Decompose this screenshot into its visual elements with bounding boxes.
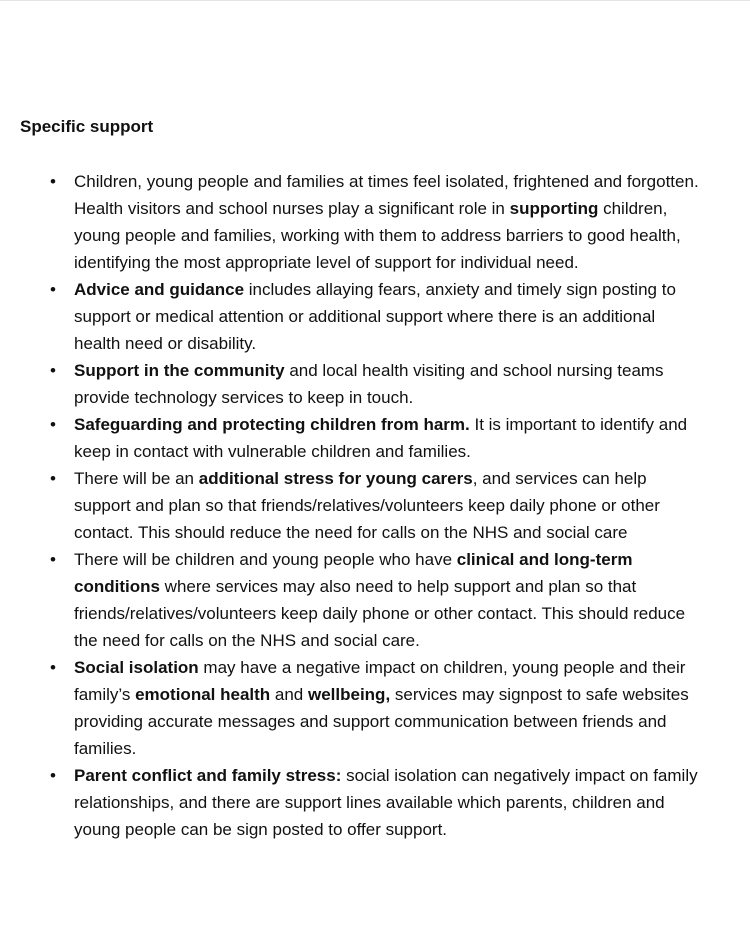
bullet-icon: •	[50, 280, 56, 299]
bullet-item-safeguarding	[0, 411, 750, 465]
bold-text-run: Safeguarding and protecting children from harm.	[74, 415, 470, 434]
bullet-item-community	[0, 357, 750, 411]
bullet-text	[74, 658, 689, 758]
text-run: social isolation can negatively impact on family relationships, and there are support lines available which parents, children and young people can be sign posted to offer support.	[74, 766, 698, 839]
text-run: It is important to identify and keep in contact with vulnerable children and families.	[74, 415, 688, 461]
bullet-text	[74, 766, 698, 839]
bullet-icon: •	[50, 415, 56, 434]
bold-text-run: Parent conflict and family stress:	[74, 766, 342, 785]
bold-text-run: emotional health	[135, 685, 271, 704]
bullet-text	[74, 550, 685, 650]
bullet-item-young-carers	[0, 465, 750, 546]
bullet-icon: •	[50, 658, 56, 677]
bullet-item-long-term-conditions	[0, 546, 750, 654]
text-run: services may signpost to safe websites providing accurate messages and support communication between friends and families.	[74, 685, 689, 758]
bold-text-run: Social isolation	[74, 658, 199, 677]
text-run: and local health visiting and school nursing teams provide technology services to keep in touch.	[74, 361, 664, 407]
bold-text-run: clinical and long-term conditions	[74, 550, 633, 596]
bold-text-run: Support in the community	[74, 361, 285, 380]
bullet-icon: •	[50, 361, 56, 380]
bullet-icon: •	[50, 766, 56, 785]
bullet-text	[74, 280, 676, 353]
bullet-item-parent-conflict	[0, 762, 750, 843]
bullet-item-advice-guidance	[0, 276, 750, 357]
text-run: children, young people and families, working with them to address barriers to good health, identifying the most appropriate level of support for individual need.	[74, 199, 681, 272]
bold-text-run: Advice and guidance	[74, 280, 245, 299]
bullet-item-supporting	[0, 168, 750, 276]
text-run: Children, young people and families at times feel isolated, frightened and forgotten. Health visitors and school nurses play a significant role in	[74, 172, 699, 218]
text-run: and	[270, 685, 308, 704]
text-run: where services may also need to help support and plan so that friends/relatives/volunteers keep daily phone or other contact. This should reduce the need for calls on the NHS and social care.	[74, 577, 686, 650]
section-heading: Specific support	[20, 117, 154, 136]
text-run: There will be an	[74, 469, 199, 488]
bold-text-run: supporting	[509, 199, 599, 218]
text-run: may have a negative impact on children, young people and their family’s	[74, 658, 686, 704]
bold-text-run: additional stress for young carers	[198, 469, 473, 488]
support-bullet-list	[0, 168, 750, 843]
bullet-icon: •	[50, 172, 56, 191]
bullet-item-social-isolation	[0, 654, 750, 762]
bullet-text	[74, 415, 687, 461]
text-run: includes allaying fears, anxiety and timely sign posting to support or medical attention or additional support where there is an additional health need or disability.	[74, 280, 676, 353]
bullet-text	[74, 361, 664, 407]
bold-text-run: wellbeing,	[307, 685, 391, 704]
bullet-text	[74, 469, 660, 542]
text-run: There will be children and young people who have	[74, 550, 457, 569]
bullet-text	[74, 172, 699, 272]
text-run: , and services can help support and plan so that friends/relatives/volunteers keep daily phone or other contact. This should reduce the need for calls on the NHS and social care	[74, 469, 660, 542]
bullet-icon: •	[50, 550, 56, 569]
bullet-icon: •	[50, 469, 56, 488]
